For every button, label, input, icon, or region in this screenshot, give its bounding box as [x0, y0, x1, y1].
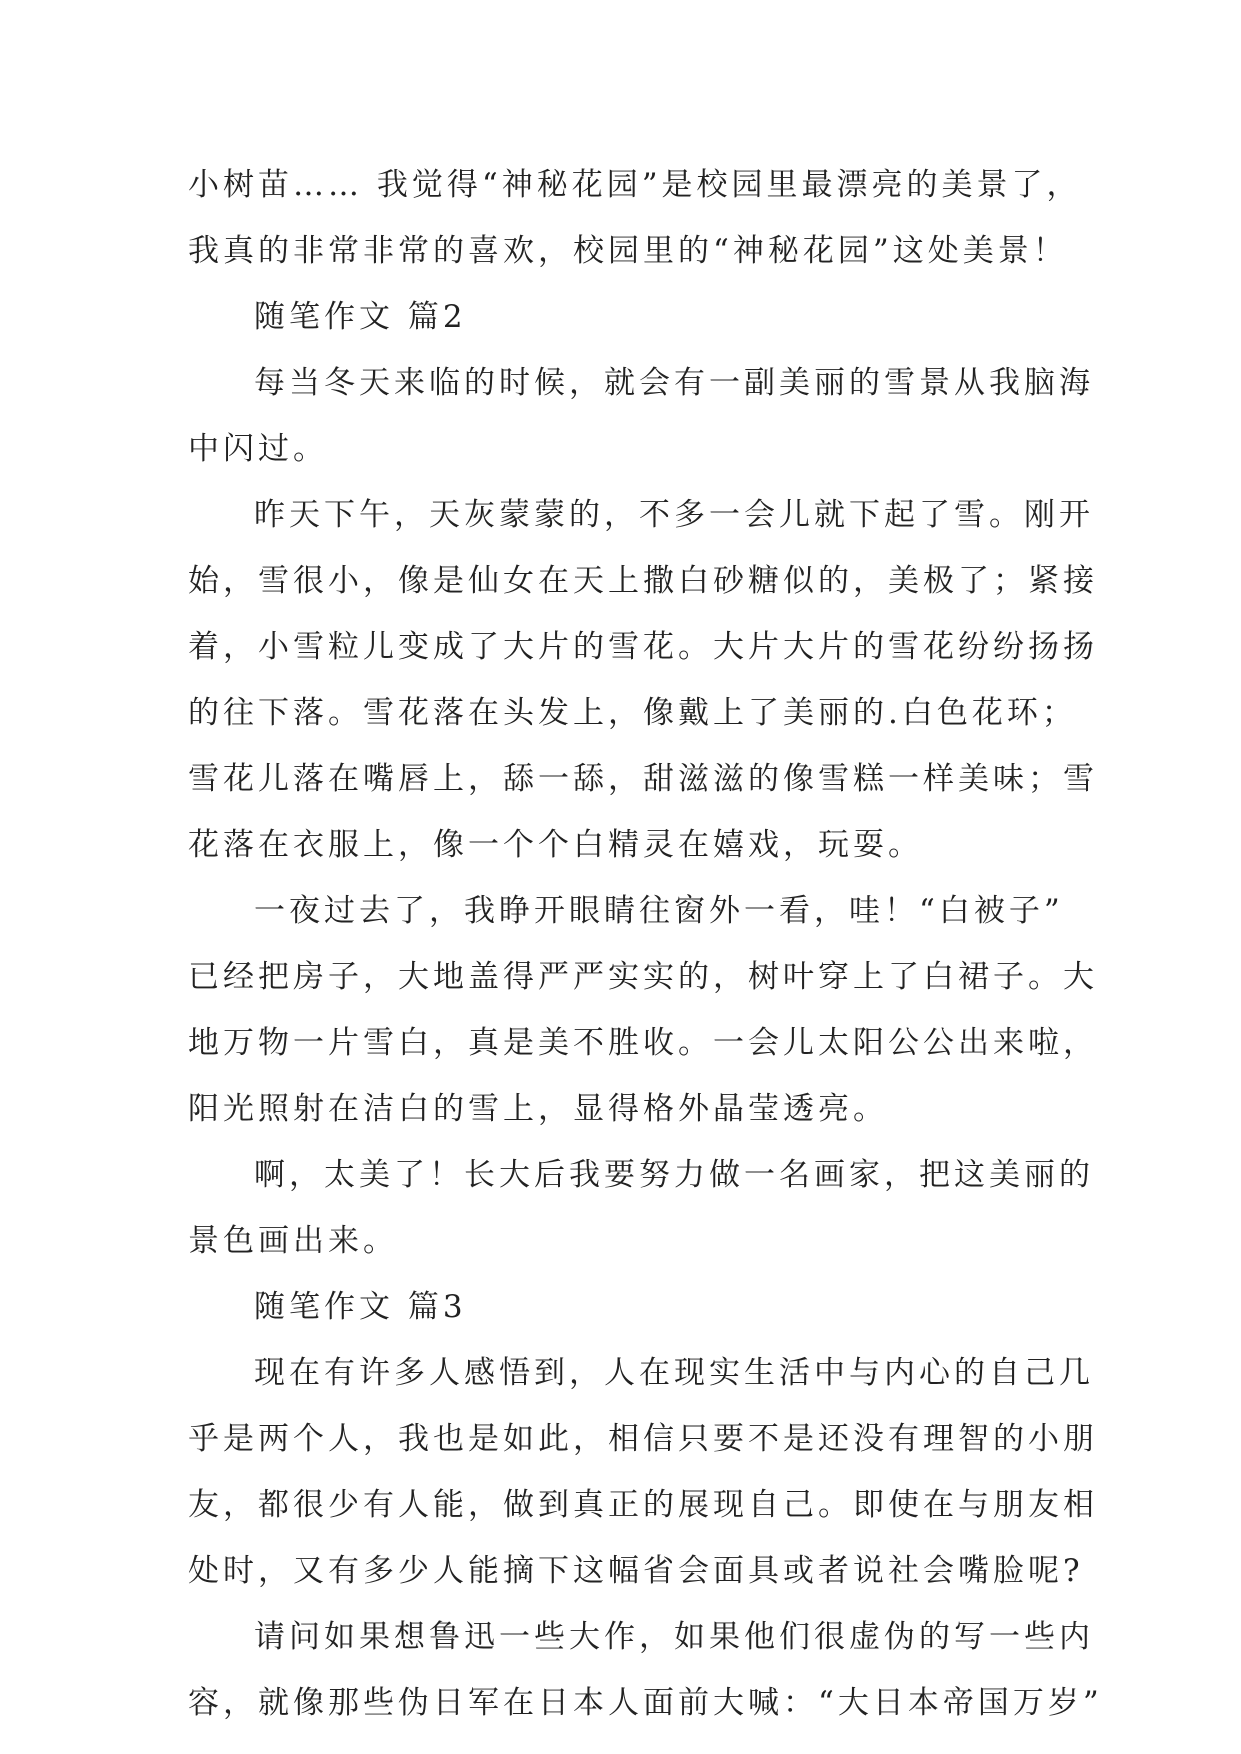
text-line: 雪花儿落在嘴唇上，舔一舔，甜滋滋的像雪糕一样美味；雪: [188, 761, 1098, 797]
section-heading: 随笔作文 篇3: [254, 1289, 467, 1325]
text-line: 容，就像那些伪日军在日本人面前大喊：“大日本帝国万岁”: [188, 1685, 1103, 1721]
text-line: 的往下落。雪花落在头发上，像戴上了美丽的.白色花环；: [188, 695, 1077, 731]
text-line: 啊，太美了！长大后我要努力做一名画家，把这美丽的: [254, 1157, 1094, 1193]
text-line: 中闪过。: [188, 431, 328, 467]
text-line: 始，雪很小，像是仙女在天上撒白砂糖似的，美极了；紧接: [188, 563, 1098, 599]
text-line: 我真的非常非常的喜欢，校园里的“神秘花园”这处美景！: [188, 233, 1068, 269]
text-line: 现在有许多人感悟到，人在现实生活中与内心的自己几: [254, 1355, 1094, 1391]
text-line: 着，小雪粒儿变成了大片的雪花。大片大片的雪花纷纷扬扬: [188, 629, 1098, 665]
text-line: 昨天下午，天灰蒙蒙的，不多一会儿就下起了雪。刚开: [254, 497, 1094, 533]
text-line: 处时，又有多少人能摘下这幅省会面具或者说社会嘴脸呢?: [188, 1553, 1084, 1589]
text-line: 每当冬天来临的时候，就会有一副美丽的雪景从我脑海: [254, 365, 1094, 401]
text-line: 乎是两个人，我也是如此，相信只要不是还没有理智的小朋: [188, 1421, 1098, 1457]
text-line: 花落在衣服上，像一个个白精灵在嬉戏，玩耍。: [188, 827, 923, 863]
text-line: 请问如果想鲁迅一些大作，如果他们很虚伪的写一些内: [254, 1619, 1094, 1655]
text-line: 小树苗…… 我觉得“神秘花园”是校园里最漂亮的美景了，: [188, 167, 1082, 203]
section-heading: 随笔作文 篇2: [254, 299, 467, 335]
text-line: 一夜过去了，我睁开眼睛往窗外一看，哇！“白被子”: [254, 893, 1064, 929]
text-line: 友，都很少有人能，做到真正的展现自己。即使在与朋友相: [188, 1487, 1098, 1523]
text-line: 已经把房子，大地盖得严严实实的，树叶穿上了白裙子。大: [188, 959, 1098, 995]
text-line: 地万物一片雪白，真是美不胜收。一会儿太阳公公出来啦，: [188, 1025, 1098, 1061]
text-line: 景色画出来。: [188, 1223, 398, 1259]
text-line: 阳光照射在洁白的雪上，显得格外晶莹透亮。: [188, 1091, 888, 1127]
